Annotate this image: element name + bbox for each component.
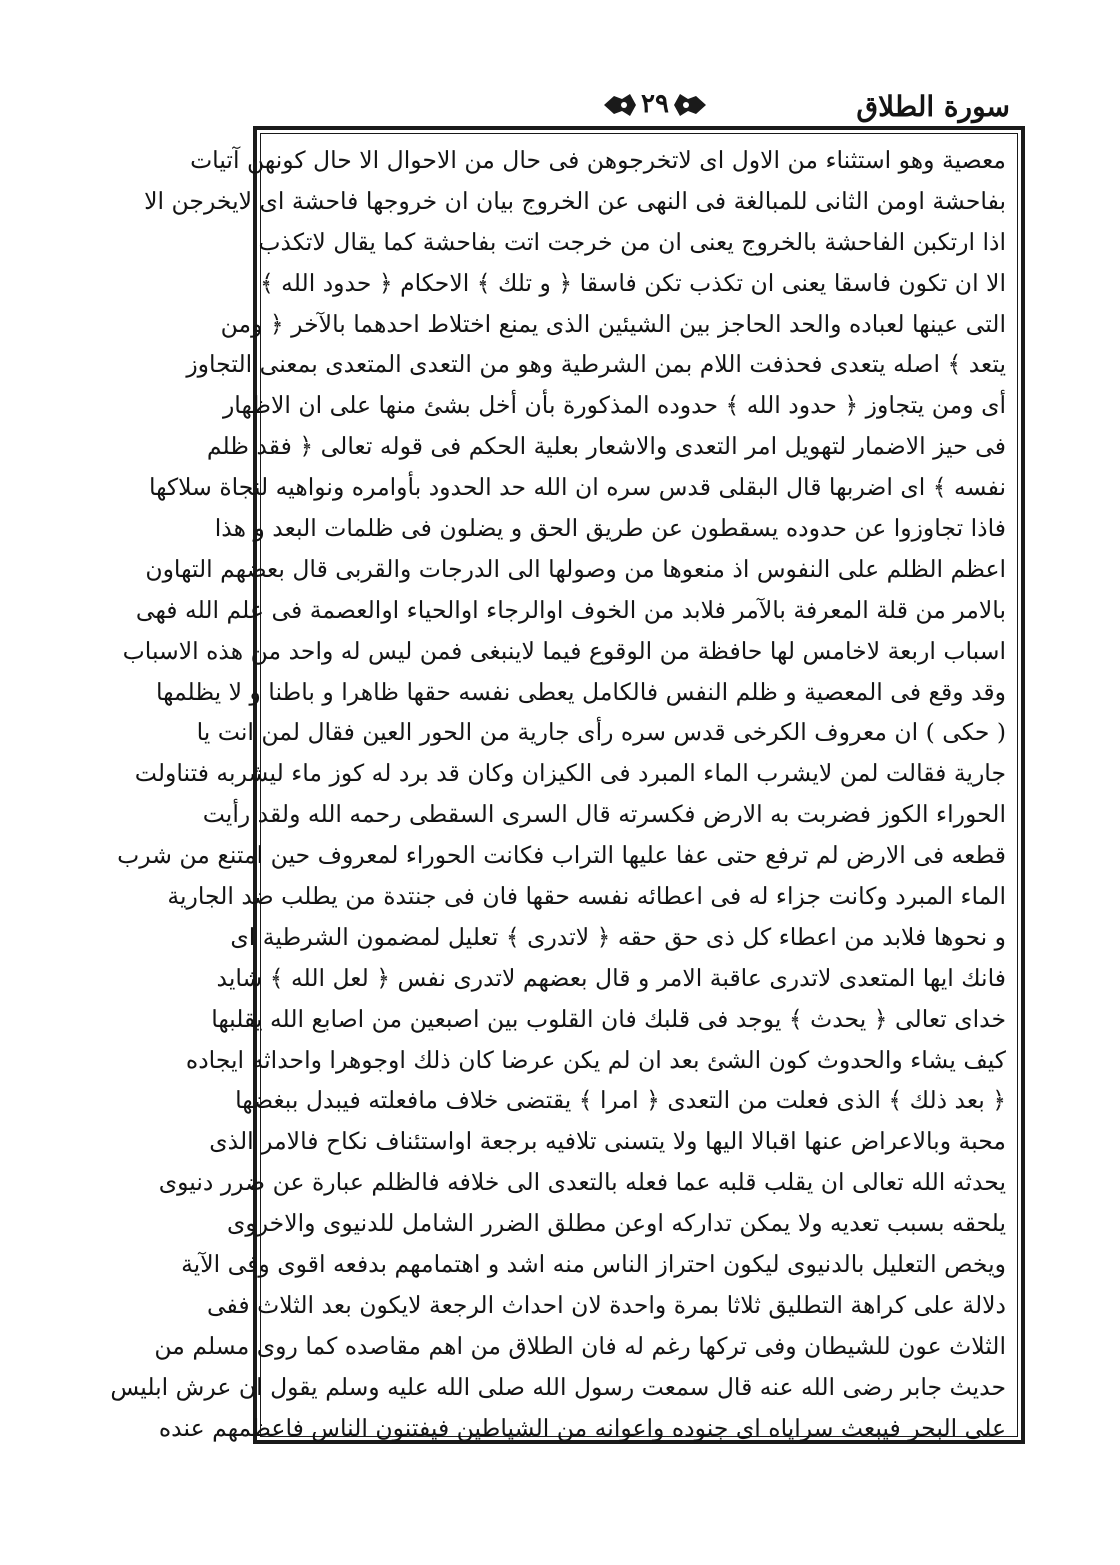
text-line: بفاحشة اومن الثانى للمبالغة فى النهى عن الخروج بيان ان خروجها فاحشة اى لايخرجن الا (144, 186, 1006, 215)
text-line: يتعد ﴾ اصله يتعدى فحذفت اللام بمن الشرطية وهو من التعدى المتعدى بمعنى التجاوز (186, 350, 1006, 379)
text-line: معصية وهو استثناء من الاول اى لاتخرجوهن فى حال من الاحوال الا حال كونهن آتيات (190, 146, 1006, 174)
text-line: يحدثه الله تعالى ان يقلب قلبه عما فعله بالتعدى الى خلافه فالظلم عبارة عن ضرر دنيوى (158, 1168, 1006, 1197)
text-line: اذا ارتكبن الفاحشة بالخروج يعنى ان من خرجت اتت بفاحشة كما يقال لاتكذب (258, 227, 1006, 256)
text-line: دلالة على كراهة التطليق ثلاثا بمرة واحدة لان احداث الرجعة لايكون بعد الثلاث ففى (206, 1290, 1006, 1319)
text-line: نفسه ﴾ اى اضربها قال البقلى قدس سره ان الله حد الحدود بأوامره ونواهيه لنجاة سلاكها (148, 473, 1006, 502)
text-line: الا ان تكون فاسقا يعنى ان تكذب تكن فاسقا ﴿ و تلك ﴾ الاحكام ﴿ حدود الله ﴾ (259, 268, 1006, 297)
text-line: فاذا تجاوزوا عن حدوده يسقطون عن طريق الحق و يضلون فى ظلمات البعد و هذا (214, 514, 1006, 543)
text-line: فانك ايها المتعدى لاتدرى عاقبة الامر و قال بعضهم لاتدرى نفس ﴿ لعل الله ﴾ شايد (216, 963, 1006, 992)
text-line: الحوراء الكوز فضربت به الارض فكسرته قال السرى السقطى رحمه الله ولقد رأيت (202, 800, 1006, 829)
text-line: ﴿ بعد ذلك ﴾ الذى فعلت من التعدى ﴿ امرا ﴾ يقتضى خلاف مافعلته فيبدل ببغضها (235, 1086, 1006, 1115)
text-line: محبة وبالاعراض عنها اقبالا اليها ولا يتسنى تلافيه برجعة اواستئناف نكاح فالامر الذى (209, 1127, 1006, 1156)
running-title: سورة الطلاق (856, 90, 1010, 123)
body-text (110, 140, 1006, 1449)
text-line: بالامر من قلة المعرفة بالآمر فلابد من الخوف اوالرجاء اوالحياء اوالعصمة فى علم الله فهى (135, 595, 1006, 624)
text-line: خداى تعالى ﴿ يحدث ﴾ يوجد فى قلبك فان القلوب بين اصبعين من اصابع الله يقلبها (211, 1004, 1006, 1033)
text-line: فى حيز الاضمار لتهويل امر التعدى والاشعار بعلية الحكم فى قوله تعالى ﴿ فقد ظلم (206, 432, 1006, 461)
text-line: ( حكى ) ان معروف الكرخى قدس سره رأى جارية من الحور العين فقال لمن انت يا (196, 718, 1006, 747)
text-line: الثلاث عون للشيطان وفى تركها رغم له فان الطلاق من اهم مقاصده كما روى مسلم من (154, 1331, 1006, 1360)
text-line: اعظم الظلم على النفوس اذ منعوها من وصولها الى الدرجات والقربى قال بعضهم التهاون (145, 554, 1006, 583)
page-number: ٢٩ (641, 89, 669, 119)
text-line: أى ومن يتجاوز ﴿ حدود الله ﴾ حدوده المذكورة بأن أخل بشئ منها على ان الاظهار (222, 391, 1006, 420)
text-line: كيف يشاء والحدوث كون الشئ بعد ان لم يكن عرضا كان ذلك اوجوهرا واحداثه ايجاده (185, 1045, 1006, 1074)
page-number-ornament (600, 88, 710, 122)
text-line: جارية فقالت لمن لايشرب الماء المبرد فى الكيزان وكان قد برد له كوز ماء ليشربه فتناولت (134, 759, 1006, 788)
text-line: ويخص التعليل بالدنيوى ليكون احتراز الناس منه اشد و اهتمامهم بدفعه اقوى وفى الآية (181, 1250, 1006, 1279)
text-line: و نحوها فلابد من اعطاء كل ذى حق حقه ﴿ لاتدرى ﴾ تعليل لمضمون الشرطية اى (230, 922, 1006, 951)
text-line: وقد وقع فى المعصية و ظلم النفس فالكامل يعطى نفسه حقها ظاهرا و باطنا و لا يظلمها (155, 677, 1006, 706)
text-line: يلحقه بسبب تعديه ولا يمكن تداركه اوعن مطلق الضرر الشامل للدنيوى والاخروى (226, 1209, 1006, 1238)
text-line: على البحر فيبعث سراياه اى جنوده واعوانه من الشياطين فيفتنون الناس فاعظمهم عنده (158, 1413, 1006, 1442)
text-line: حديث جابر رضى الله عنه قال سمعت رسول الله صلى الله عليه وسلم يقول ان عرش ابليس (110, 1372, 1006, 1401)
page-header (262, 84, 1016, 124)
text-line: الماء المبرد وكانت جزاء له فى اعطائه نفسه حقها فان فى جنتدة من يطلب ضد الجارية (167, 882, 1006, 911)
text-line: قطعه فى الارض لم ترفع حتى عفا عليها التراب فكانت الحوراء لمعروف حين امتنع من شرب (117, 841, 1006, 870)
text-line: اسباب اربعة لاخامس لها حافظة من الوقوع فيما لاينبغى فمن ليس له واحد من هذه الاسباب (122, 636, 1006, 665)
text-line: التى عينها لعباده والحد الحاجز بين الشيئين الذى يمنع اختلاط احدهما بالآخر ﴿ ومن (220, 309, 1006, 338)
